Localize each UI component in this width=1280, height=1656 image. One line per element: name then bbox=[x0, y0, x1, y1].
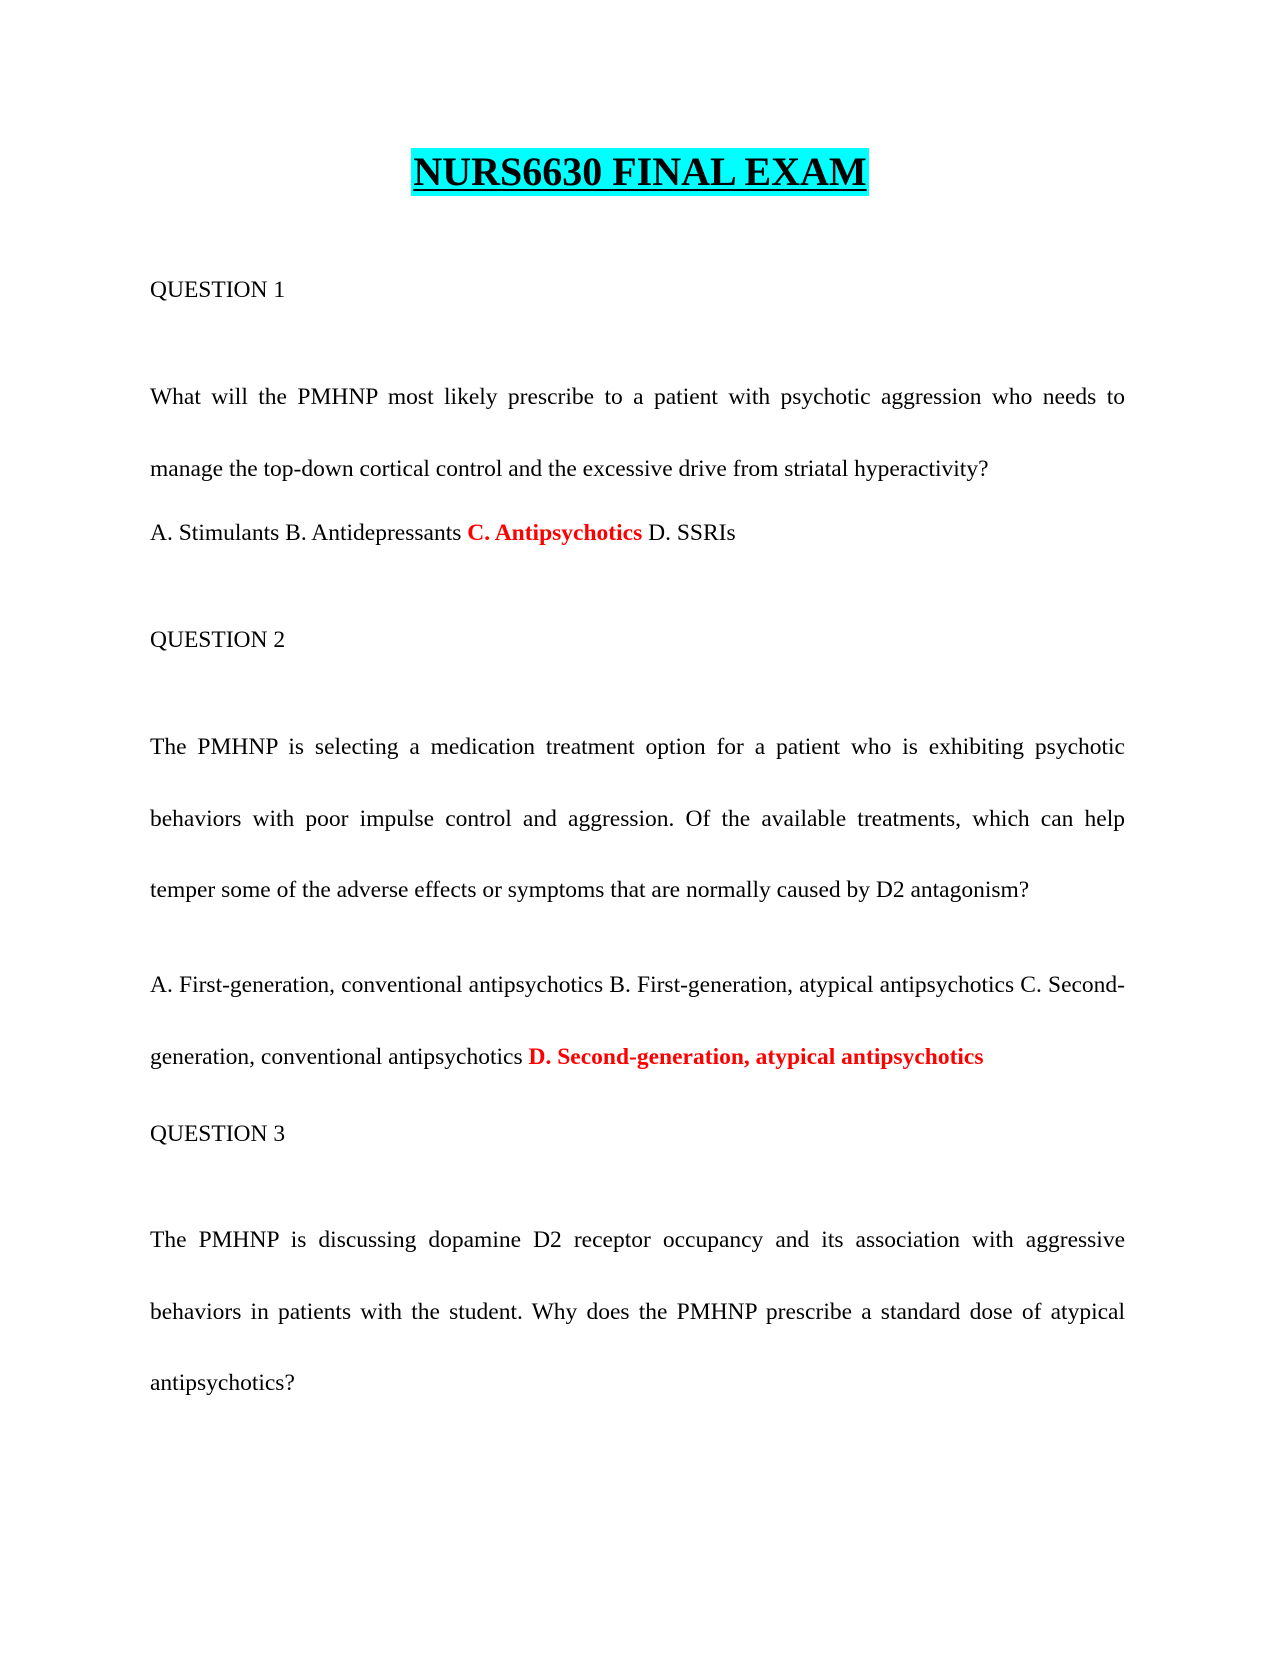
question-1-options bbox=[150, 520, 736, 547]
page-title: NURS6630 FINAL EXAM bbox=[413, 149, 867, 194]
q1-option-b: B. Antidepressants bbox=[285, 520, 462, 546]
title-wrap bbox=[0, 148, 1280, 196]
question-2-label: QUESTION 2 bbox=[150, 627, 286, 653]
q1-option-a: A. Stimulants bbox=[150, 520, 280, 546]
q2-option-b: B. First-generation, atypical antipsychotics bbox=[609, 972, 1015, 998]
q2-option-c: C. Second-generation, conventional antipsychotics bbox=[150, 972, 1126, 1070]
question-2-text: The PMHNP is selecting a medication treatment option for a patient who is exhibiting psychotic behaviors with poor impulse control and aggression. Of the available treatments, which can help temper some of the adverse effects or symptoms that are normally caused by D2 antagonism? bbox=[150, 734, 1125, 903]
q2-option-a: A. First-generation, conventional antipsychotics bbox=[150, 972, 604, 998]
q1-correct-answer: C. Antipsychotics bbox=[467, 520, 643, 546]
q2-correct-answer: D. Second-generation, atypical antipsychotics bbox=[528, 1043, 984, 1070]
question-3-text: The PMHNP is discussing dopamine D2 receptor occupancy and its association with aggressive behaviors in patients with the student. Why does the PMHNP prescribe a standard dose of atypical antipsychotics? bbox=[150, 1227, 1125, 1396]
q1-option-d: D. SSRIs bbox=[648, 520, 736, 546]
question-1-text: What will the PMHNP most likely prescribe to a patient with psychotic aggression who needs to manage the top-down cortical control and the excessive drive from striatal hyperactivity? bbox=[150, 384, 1125, 482]
question-1-label: QUESTION 1 bbox=[150, 277, 286, 303]
question-2-options bbox=[150, 950, 1125, 1093]
question-3-label: QUESTION 3 bbox=[150, 1121, 286, 1147]
